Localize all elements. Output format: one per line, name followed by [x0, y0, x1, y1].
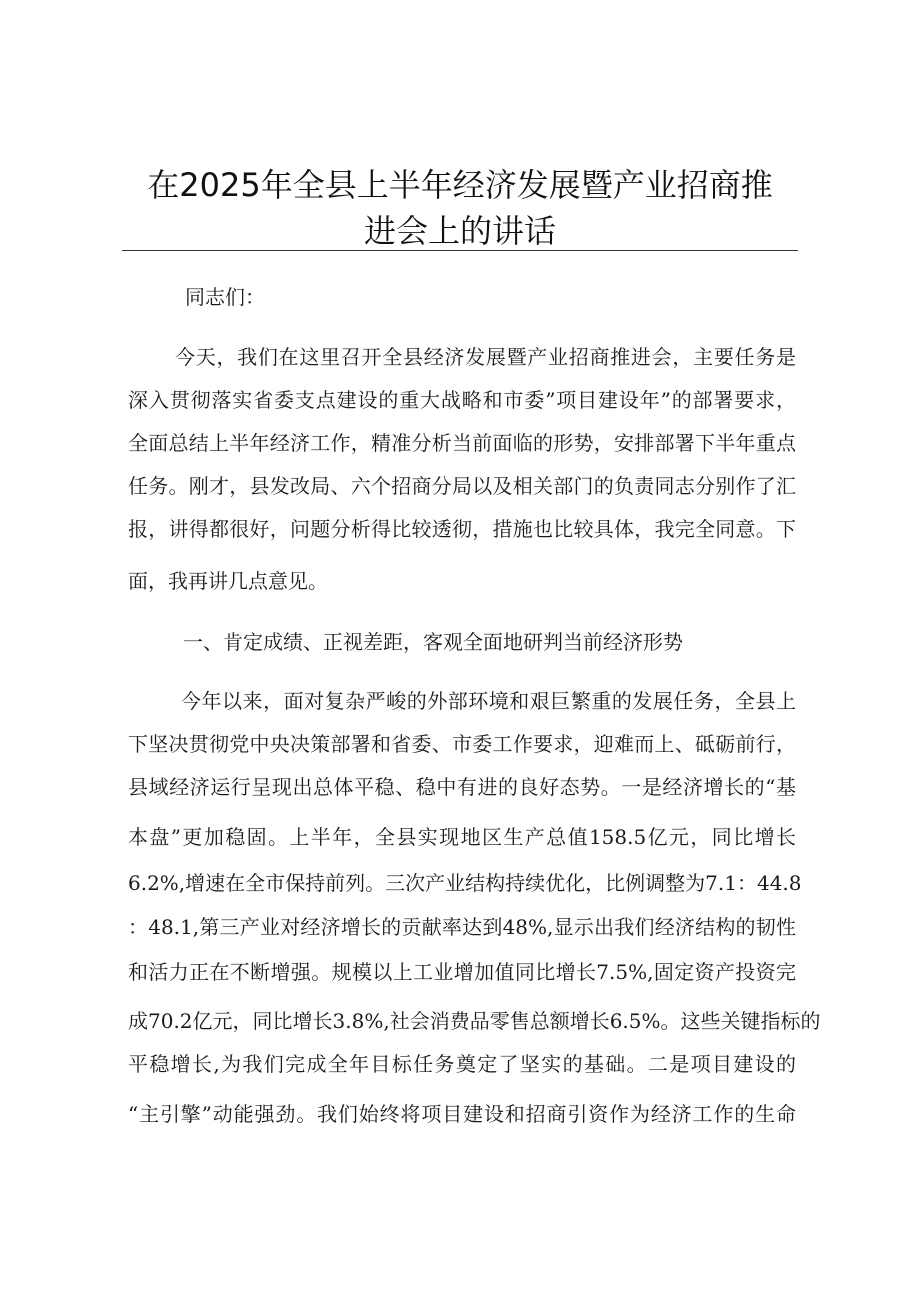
- paragraph-1-line: 深入贯彻落实省委支点建设的重大战略和市委”项目建设年”的部署要求，: [128, 388, 796, 412]
- title-line-1: 在2025年全县上半年经济发展暨产业招商推: [147, 166, 773, 204]
- paragraph-2-line: 平稳增长,为我们完成全年目标任务奠定了坚实的基础。二是项目建设的: [128, 1052, 796, 1076]
- title-underline: [122, 250, 798, 251]
- paragraph-2-line: 下坚决贯彻党中央决策部署和省委、市委工作要求，迎难而上、砥砺前行，: [128, 732, 796, 756]
- paragraph-2-line: 本盘”更加稳固。上半年，全县实现地区生产总值158.5亿元，同比增长: [128, 825, 796, 849]
- paragraph-2-line: 6.2%,增速在全市保持前列。三次产业结构持续优化，比例调整为7.1：44.8: [128, 871, 802, 895]
- page-title: [122, 162, 798, 254]
- paragraph-2-line: 成70.2亿元，同比增长3.8%,社会消费品零售总额增长6.5%。这些关键指标的: [128, 1009, 821, 1033]
- paragraph-1-line: 今天，我们在这里召开全县经济发展暨产业招商推进会，主要任务是: [175, 345, 796, 369]
- paragraph-1-line: 报，讲得都很好，问题分析得比较透彻，措施也比较具体，我完全同意。下: [128, 517, 796, 541]
- paragraph-1-line: 全面总结上半年经济工作，精准分析当前面临的形势，安排部署下半年重点: [128, 431, 796, 455]
- paragraph-1-line: 任务。刚才，县发改局、六个招商分局以及相关部门的负责同志分别作了汇: [128, 474, 796, 498]
- paragraph-2-line: 今年以来，面对复杂严峻的外部环境和艰巨繁重的发展任务，全县上: [181, 689, 796, 713]
- paragraph-2-line: “主引擎”动能强劲。我们始终将项目建设和招商引资作为经济工作的生命: [128, 1102, 796, 1126]
- paragraph-1-line: 面，我再讲几点意见。: [128, 569, 328, 593]
- paragraph-2-line: ：48.1,第三产业对经济增长的贡献率达到48%,显示出我们经济结构的韧性: [128, 915, 796, 939]
- paragraph-2-line: 县域经济运行呈现出总体平稳、稳中有进的良好态势。一是经济增长的“基: [128, 775, 796, 799]
- salutation: 同志们：: [185, 285, 265, 309]
- title-line-2: 进会上的讲话: [363, 212, 556, 250]
- section-heading: 一、肯定成绩、正视差距，客观全面地研判当前经济形势: [183, 630, 683, 654]
- paragraph-2-line: 和活力正在不断增强。规模以上工业增加值同比增长7.5%,固定资产投资完: [128, 960, 796, 984]
